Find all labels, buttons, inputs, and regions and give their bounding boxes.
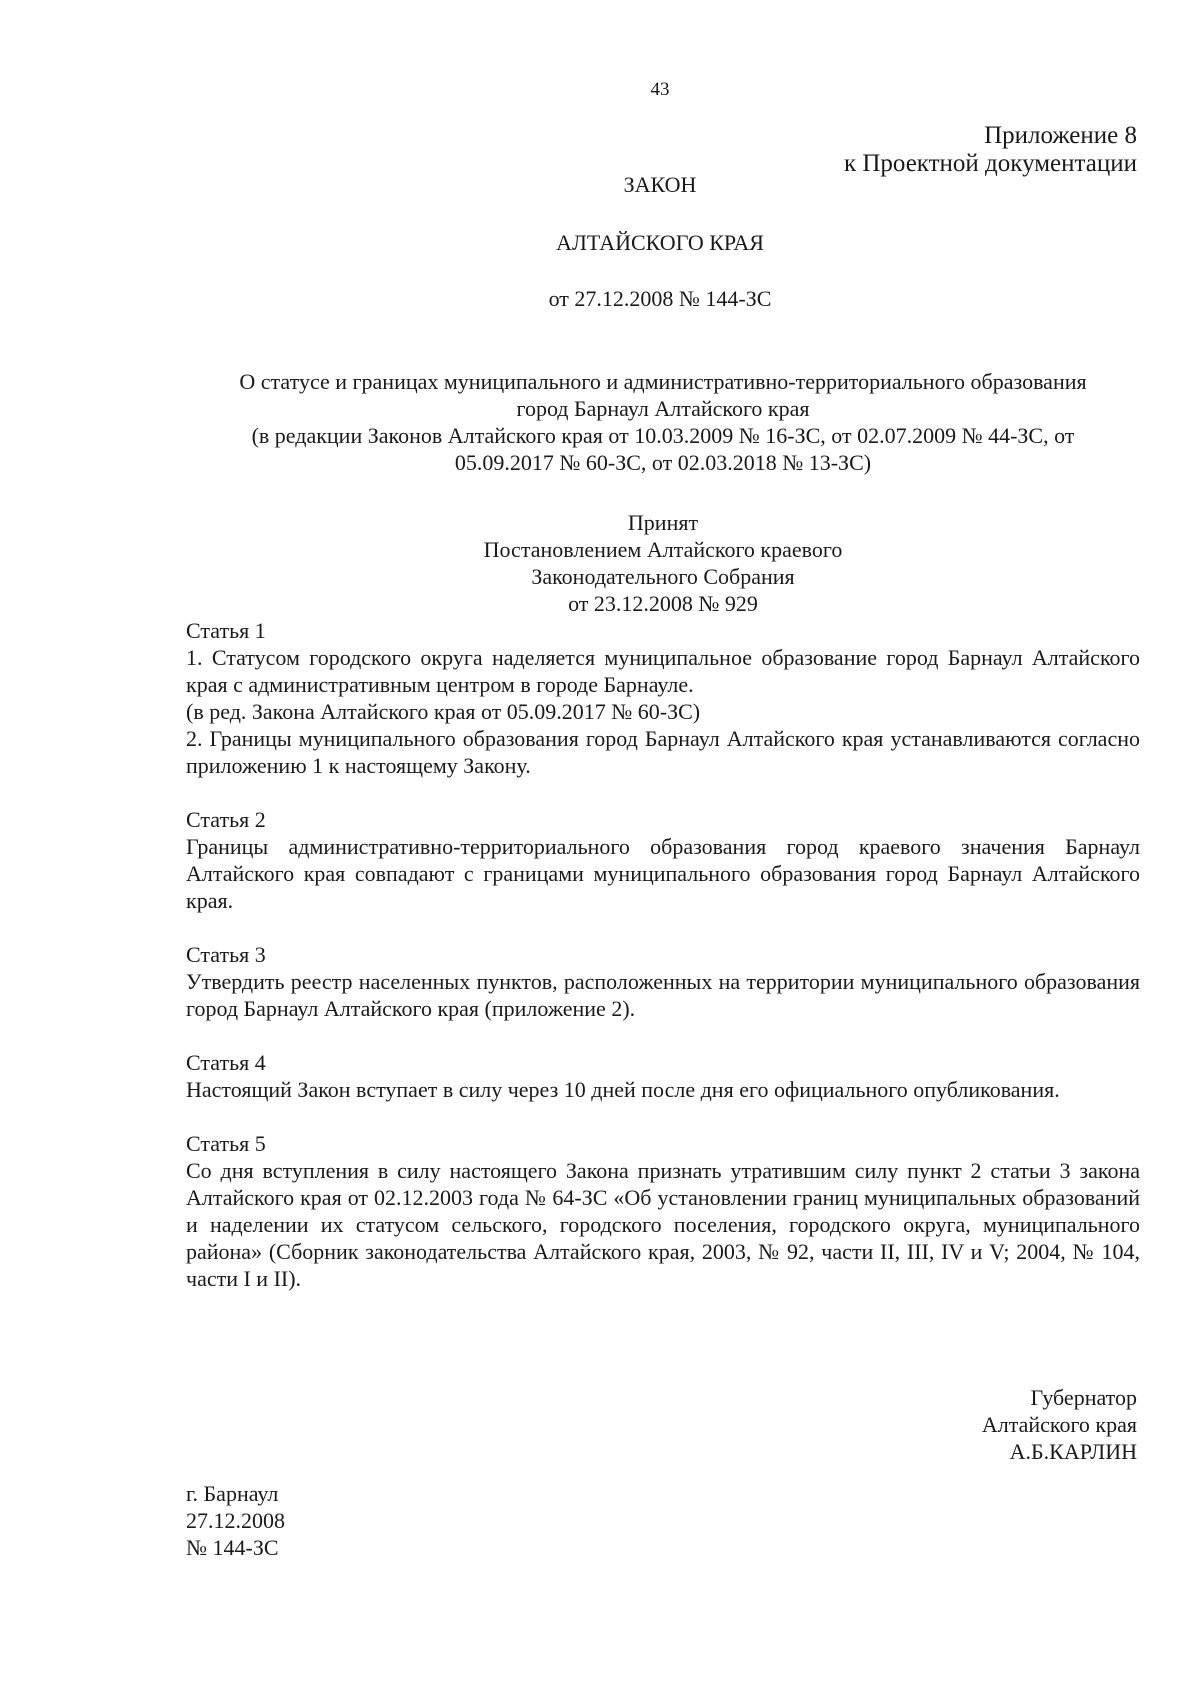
appendix-line-2: к Проектной документации [843, 150, 1137, 177]
article-paragraph: Утвердить реестр населенных пунктов, расположенных на территории муниципального образования город Барнаул Алтайского края (приложение 2). [186, 969, 1140, 1021]
article-heading: Статья 2 [186, 807, 266, 832]
adoption-line: от 23.12.2008 № 929 [568, 591, 758, 616]
article-paragraph: Границы административно-территориального образования город краевого значения Барнаул Алтайского края совпадают с границами муниципального образования город Барнаул Алтайского края. [186, 834, 1140, 913]
subject-line: город Барнаул Алтайского края [516, 396, 810, 421]
article-heading: Статья 4 [186, 1050, 266, 1075]
adoption-block [186, 509, 1140, 617]
articles [186, 617, 1140, 1319]
article-heading: Статья 5 [186, 1131, 266, 1156]
article-paragraph: (в ред. Закона Алтайского края от 05.09.2017 № 60-ЗС) [186, 699, 701, 724]
article-heading: Статья 3 [186, 942, 266, 967]
appendix-line-1: Приложение 8 [984, 122, 1137, 149]
law-date: от 27.12.2008 № 144-ЗС [548, 286, 772, 311]
article-5 [186, 1130, 1140, 1292]
article-paragraph: Со дня вступления в силу настоящего Закона признать утратившим силу пункт 2 статьи 3 закона Алтайского края от 02.12.2003 года № 64-ЗС «Об установлении границ муниципальных образований и наделении их статусом сельского, городского поселения, городского округа, муниципального района» (Сборник законодательства Алтайского края, 2003, № 92, части II, III, IV и V; 2004, № 104, части I и II). [186, 1158, 1140, 1291]
article-1 [186, 617, 1140, 779]
article-heading: Статья 1 [186, 618, 266, 643]
governor-signature [982, 1384, 1137, 1465]
place-line: № 144-ЗС [186, 1535, 279, 1560]
signature-line: Губернатор [1030, 1385, 1137, 1410]
page-number: 43 [650, 79, 670, 100]
signature-line: Алтайского края [981, 1412, 1137, 1437]
law-subject [186, 368, 1140, 476]
subject-line: О статусе и границах муниципального и административно-территориального образования [239, 369, 1087, 394]
subject-line: 05.09.2017 № 60-ЗС, от 02.03.2018 № 13-ЗС) [454, 450, 872, 475]
law-title: ЗАКОН [623, 172, 697, 197]
article-paragraph: 2. Границы муниципального образования город Барнаул Алтайского края устанавливаются согласно приложению 1 к настоящему Закону. [186, 726, 1140, 778]
adoption-line: Принят [627, 510, 699, 535]
place-and-date [186, 1480, 285, 1561]
article-2 [186, 806, 1140, 914]
article-4 [186, 1049, 1140, 1103]
adoption-line: Постановлением Алтайского краевого [483, 537, 843, 562]
place-line: г. Барнаул [186, 1481, 279, 1506]
signature-line: А.Б.КАРЛИН [1009, 1439, 1137, 1464]
article-paragraph: 1. Статусом городского округа наделяется муниципальное образование город Барнаул Алтайского края с административным центром в городе Барнауле. [186, 645, 1140, 697]
article-paragraph: Настоящий Закон вступает в силу через 10 дней после дня его официального опубликования. [186, 1077, 1060, 1102]
appendix-note [844, 122, 1137, 178]
subject-line: (в редакции Законов Алтайского края от 10.03.2009 № 16-ЗС, от 02.07.2009 № 44-ЗС, от [251, 423, 1075, 448]
law-region: АЛТАЙСКОГО КРАЯ [556, 230, 764, 255]
article-3 [186, 941, 1140, 1022]
place-line: 27.12.2008 [186, 1508, 285, 1533]
adoption-line: Законодательного Собрания [531, 564, 795, 589]
